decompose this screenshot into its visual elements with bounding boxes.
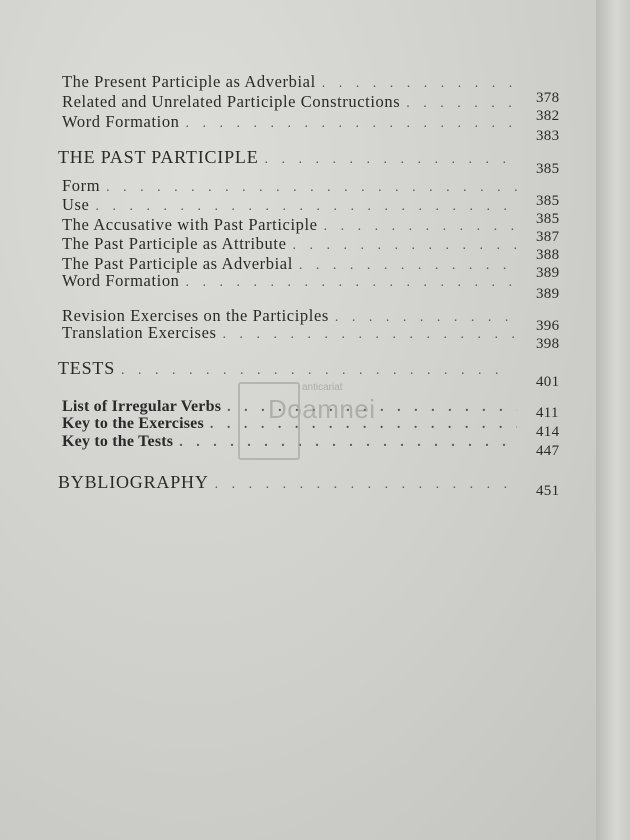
toc-entry-label: The Past Participle as Adverbial xyxy=(62,254,293,273)
page-number: 447 xyxy=(536,443,560,459)
page-number: 401 xyxy=(536,374,560,390)
watermark-logo xyxy=(238,380,428,462)
toc-entry-label: Key to the Tests xyxy=(62,433,174,450)
toc-entry-label: Word Formation xyxy=(62,271,180,290)
toc-entry-label: Revision Exercises on the Participles xyxy=(62,306,329,325)
page-number: 385 xyxy=(536,161,560,177)
toc-section-heading xyxy=(58,148,513,169)
page-number: 451 xyxy=(536,483,560,499)
toc-section-heading xyxy=(58,359,513,380)
toc-entry xyxy=(62,324,517,344)
page-number: 396 xyxy=(536,318,560,334)
toc-entry-label: Related and Unrelated Participle Constructions xyxy=(62,92,401,111)
toc-entry-label: The Past Participle as Attribute xyxy=(62,234,287,253)
toc-entry-label: The Present Participle as Adverbial xyxy=(62,72,316,91)
toc-entry-label: Key to the Exercises xyxy=(62,415,204,432)
toc-entry-label: THE PAST PARTICIPLE xyxy=(58,147,259,167)
toc-entry xyxy=(62,113,517,133)
toc-entry-label: The Accusative with Past Participle xyxy=(62,215,318,234)
toc-entry xyxy=(62,235,517,255)
page-number: 411 xyxy=(536,405,559,421)
toc-section-heading xyxy=(58,473,513,494)
page-number: 389 xyxy=(536,286,560,302)
toc-entry xyxy=(62,272,517,292)
toc-entry-label: Form xyxy=(62,176,101,195)
page-number: 383 xyxy=(536,128,560,144)
toc-entry xyxy=(62,93,517,113)
toc-entry-label: List of Irregular Verbs xyxy=(62,398,222,415)
toc-entry-label: TESTS xyxy=(58,358,116,378)
toc-entry-label: BYBLIOGRAPHY xyxy=(58,472,209,492)
toc-entry-label: Use xyxy=(62,195,90,214)
page-number: 385 xyxy=(536,211,560,227)
page-number: 382 xyxy=(536,108,560,124)
watermark-main-text: Doamnei xyxy=(268,394,376,424)
toc-entry xyxy=(62,196,517,216)
toc-entry xyxy=(62,216,517,236)
page-number: 398 xyxy=(536,336,560,352)
toc-entry-label: Word Formation xyxy=(62,112,180,131)
page-number: 387 xyxy=(536,229,560,245)
page-number: 388 xyxy=(536,247,560,263)
toc-entry xyxy=(62,177,517,197)
page-number: 385 xyxy=(536,193,560,209)
page-number: 414 xyxy=(536,424,560,440)
page-number: 389 xyxy=(536,265,560,281)
toc-entry-label: Translation Exercises xyxy=(62,323,217,342)
toc-entry xyxy=(62,73,517,93)
watermark-top-text: anticariat xyxy=(302,382,343,393)
page-number: 378 xyxy=(536,90,560,106)
